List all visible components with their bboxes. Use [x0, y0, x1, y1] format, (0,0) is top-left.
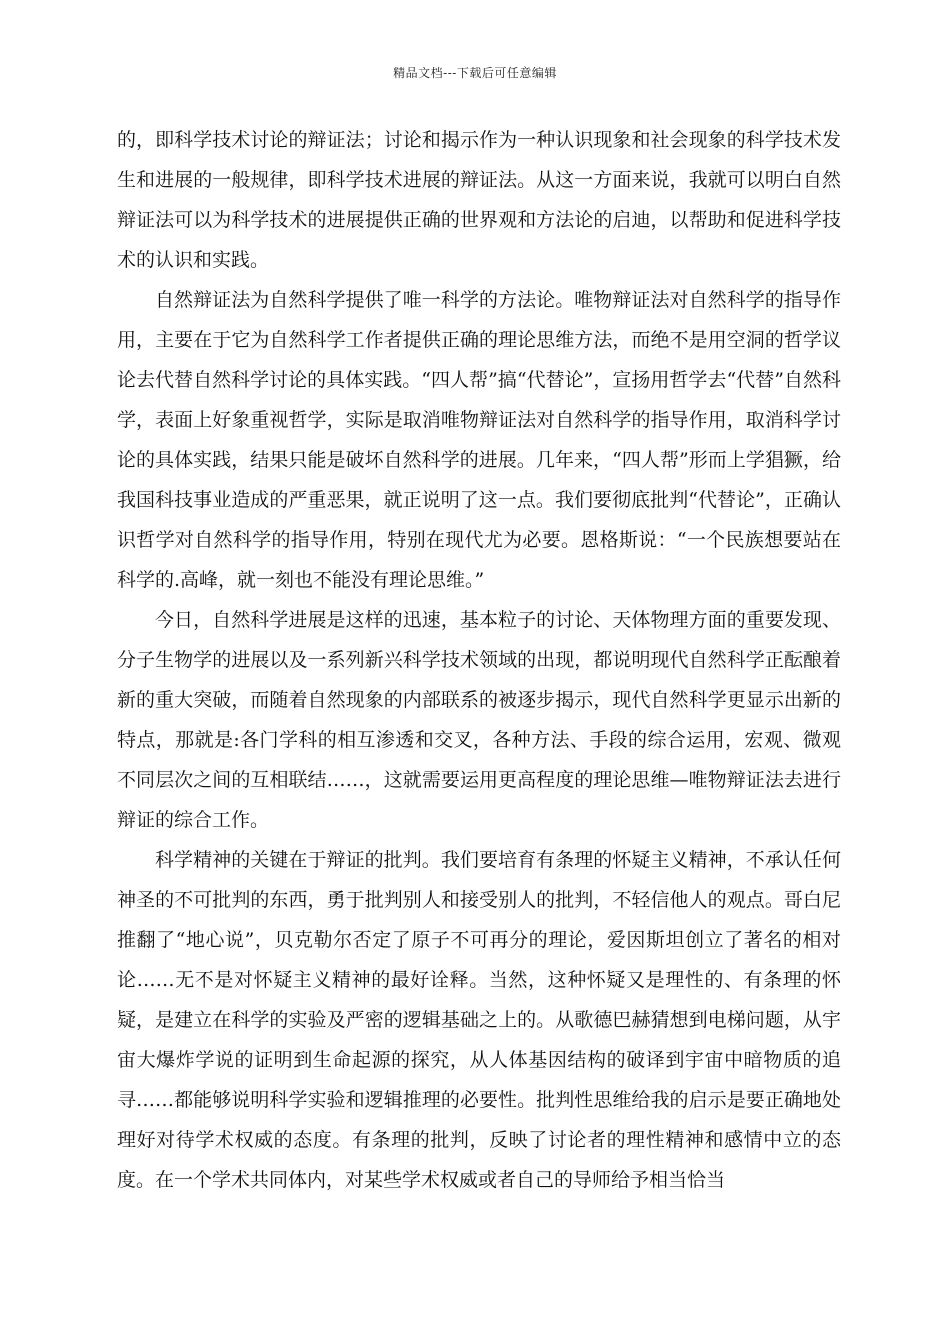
- paragraph: 今日，自然科学进展是这样的迅速，基本粒子的讨论、天体物理方面的重要发现、分子生物学的进展以及一系列新兴科学技术领域的出现，都说明现代自然科学正酝酿着新的重大突破，而随着自然现象的内部联系的被逐步揭示，现代自然科学更显示出新的特点，那就是:各门学科的相互渗透和交叉，各种方法、手段的综合运用，宏观、微观不同层次之间的互相联结……，这就需要运用更高程度的理论思维—唯物辩证法去进行辩证的综合工作。: [117, 609, 841, 831]
- paragraph: 自然辩证法为自然科学提供了唯一科学的方法论。唯物辩证法对自然科学的指导作用，主要在于它为自然科学工作者提供正确的理论思维方法，而绝不是用空洞的哲学议论去代替自然科学讨论的具体实践。“四人帮”搞“代替论”，宣扬用哲学去“代替”自然科学，表面上好象重视哲学，实际是取消唯物辩证法对自然科学的指导作用，取消科学讨论的具体实践，结果只能是破坏自然科学的进展。几年来，“四人帮”形而上学猖獗，给我国科技事业造成的严重恶果，就正说明了这一点。我们要彻底批判“代替论”，正确认识哲学对自然科学的指导作用，特别在现代尤为必要。恩格斯说：“一个民族想要站在科学的.高峰，就一刻也不能没有理论思维。”: [117, 289, 841, 591]
- document-body: [117, 120, 841, 1200]
- paragraph-continuation: 的，即科学技术讨论的辩证法；讨论和揭示作为一种认识现象和社会现象的科学技术发生和进展的一般规律，即科学技术进展的辩证法。从这一方面来说，我就可以明白自然辩证法可以为科学技术的进展提供正确的世界观和方法论的启迪，以帮助和促进科学技术的认识和实践。: [117, 129, 841, 271]
- paragraph: 科学精神的关键在于辩证的批判。我们要培育有条理的怀疑主义精神，不承认任何神圣的不可批判的东西，勇于批判别人和接受别人的批判，不轻信他人的观点。哥白尼推翻了“地心说”，贝克勒尔否定了原子不可再分的理论，爱因斯坦创立了著名的相对论……无不是对怀疑主义精神的最好诠释。当然，这种怀疑又是理性的、有条理的怀疑，是建立在科学的实验及严密的逻辑基础之上的。从歌德巴赫猜想到电梯问题，从宇宙大爆炸学说的证明到生命起源的探究，从人体基因结构的破译到宇宙中暗物质的追寻……都能够说明科学实验和逻辑推理的必要性。批判性思维给我的启示是要正确地处理好对待学术权威的态度。有条理的批判，反映了讨论者的理性精神和感情中立的态度。在一个学术共同体内，对某些学术权威或者自己的导师给予相当恰当: [117, 849, 841, 1191]
- page-header: 精品文档---下载后可任意编辑: [393, 66, 557, 80]
